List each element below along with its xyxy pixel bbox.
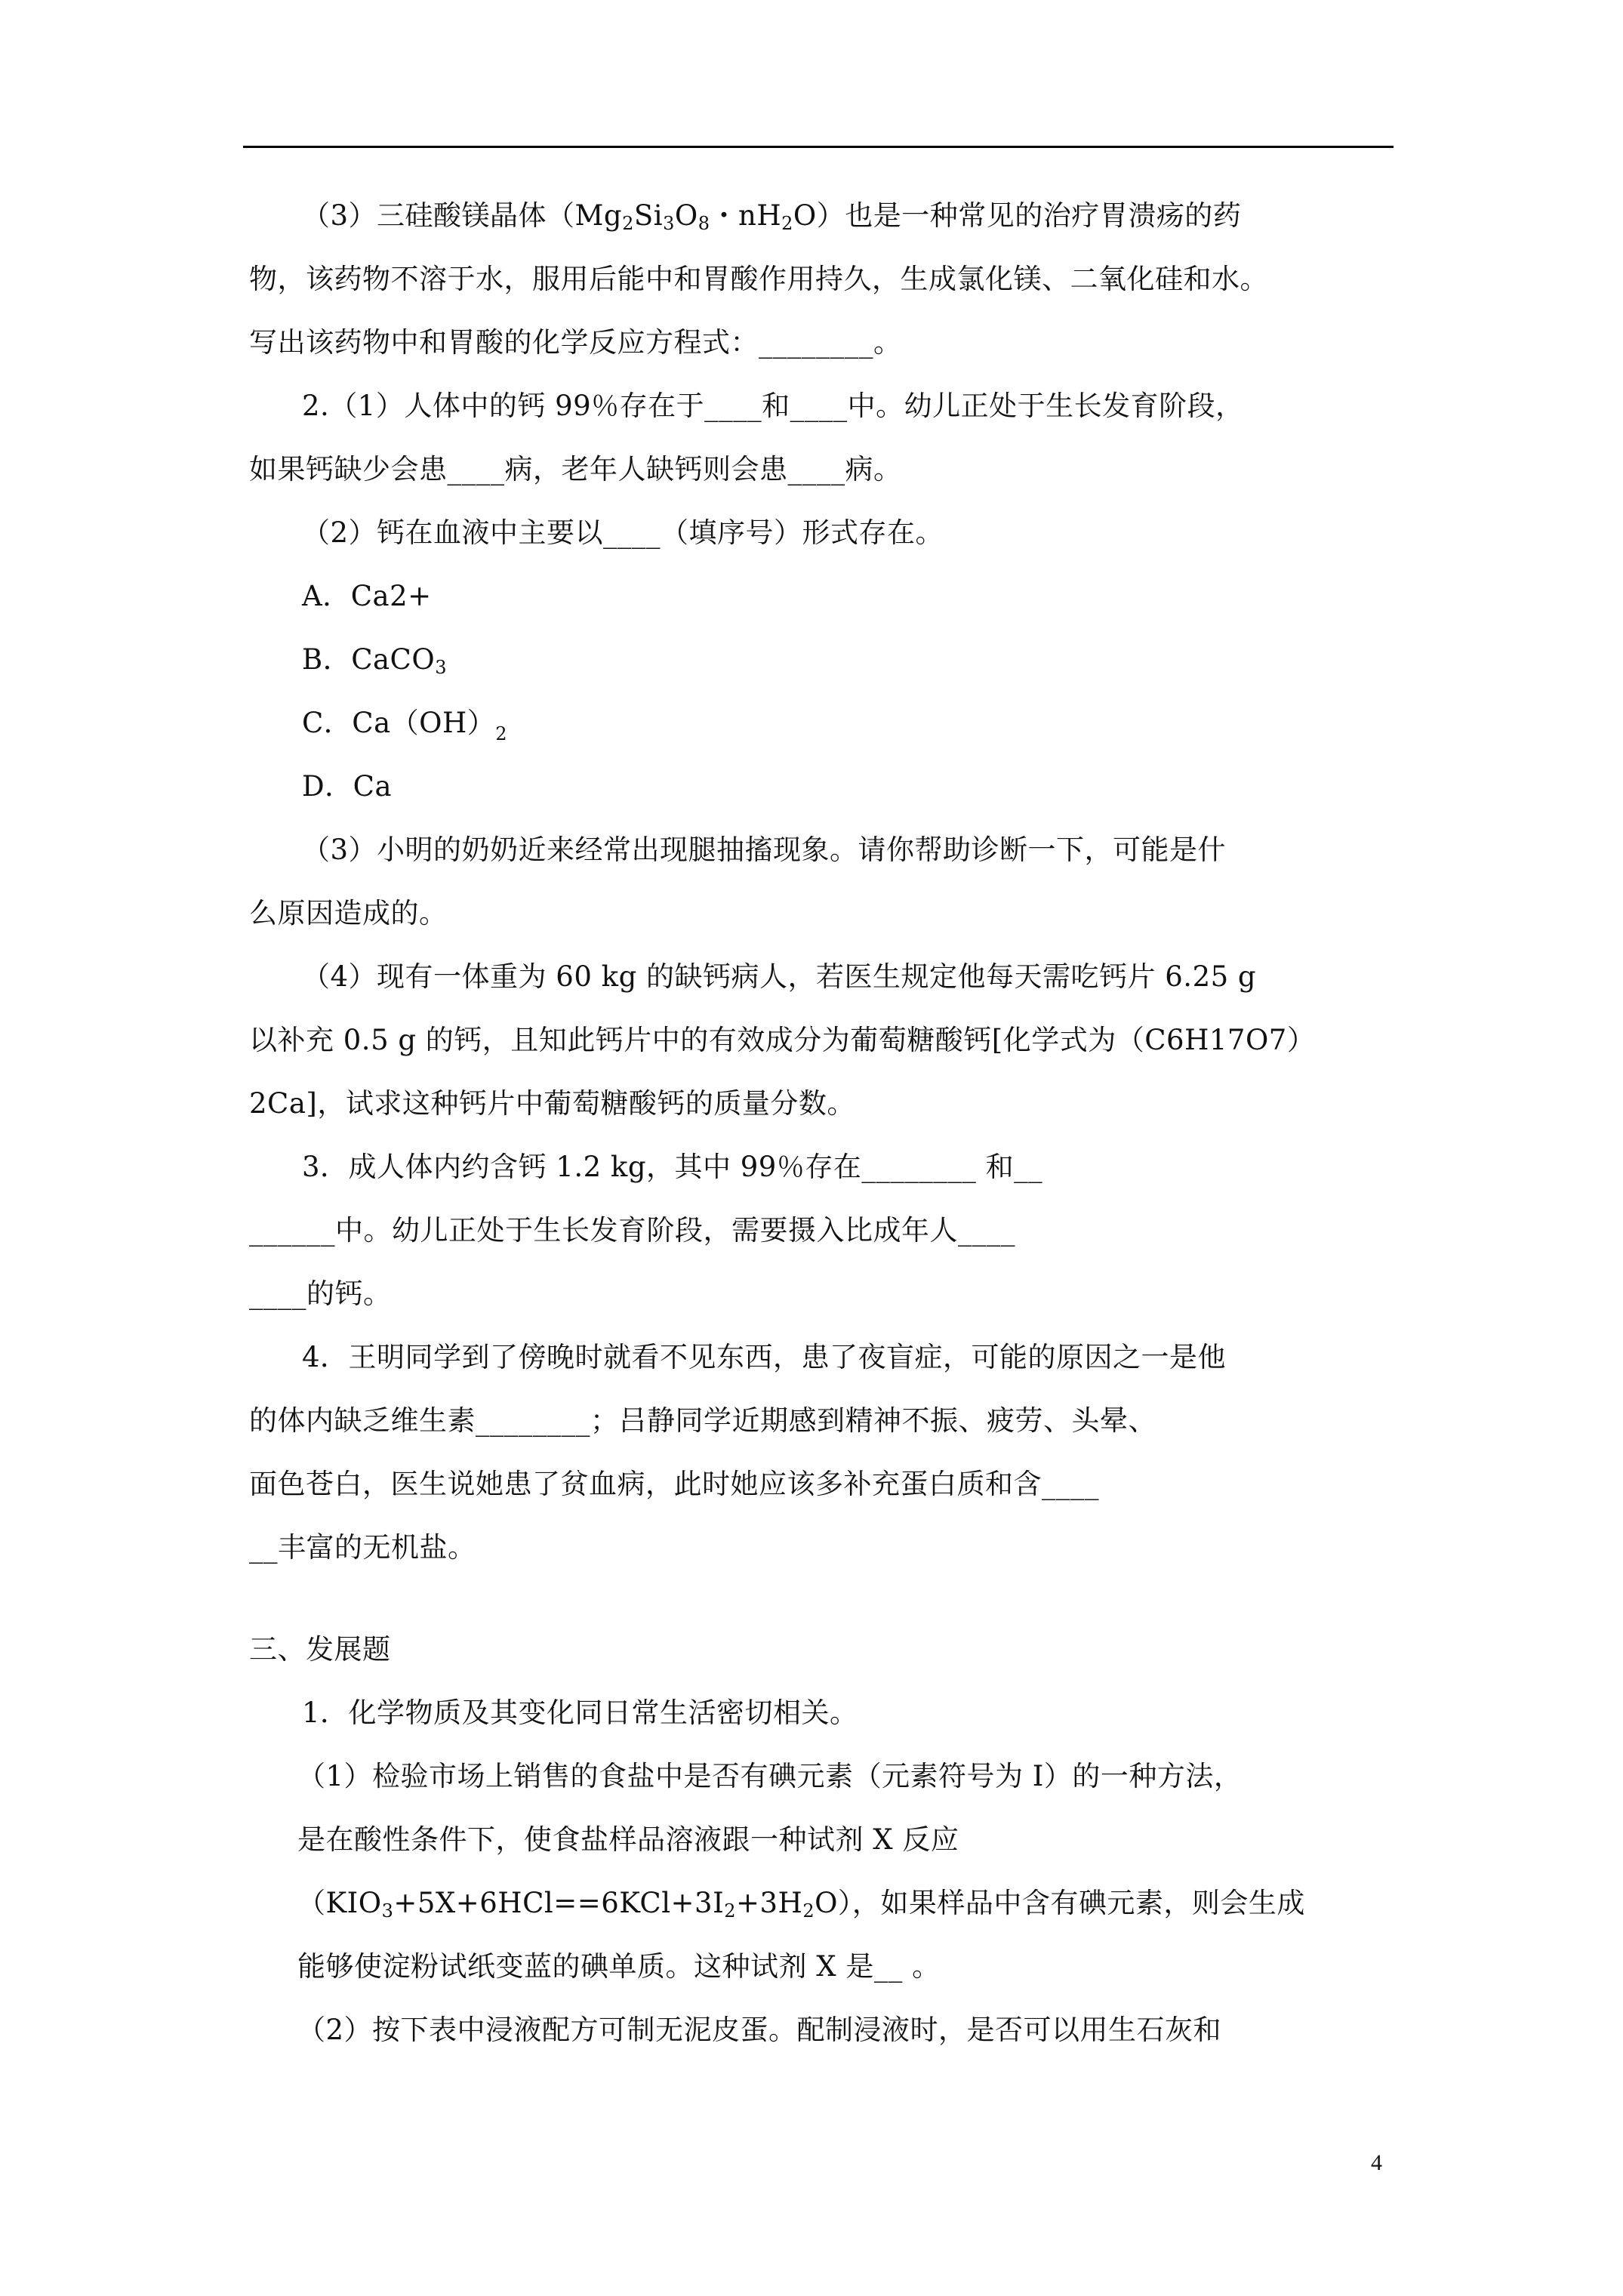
q2-3-line-3: 写出该药物中和胃酸的化学反应方程式：________。 <box>249 326 902 359</box>
section3-line-5: 能够使淀粉试纸变蓝的碘单质。这种试剂 X 是__ 。 <box>297 1950 941 1983</box>
q2-3b-line-2: ______中。幼儿正处于生长发育阶段，需要摄入比成年人____ <box>249 1214 1015 1247</box>
q2-2-line-10: （4）现有一体重为 60 kg 的缺钙病人，若医生规定他每天需吃钙片 6.25 g <box>302 960 1257 993</box>
q2-2-line-12: 2Ca]，试求这种钙片中葡萄糖酸钙的质量分数。 <box>249 1087 855 1120</box>
page-number: 4 <box>1371 2150 1382 2175</box>
q2-4-line-4: __丰富的无机盐。 <box>249 1531 476 1564</box>
q2-3b-line-3: ____的钙。 <box>249 1277 392 1310</box>
section3-line-3: 是在酸性条件下，使食盐样品溶液跟一种试剂 X 反应 <box>297 1823 959 1856</box>
option-d: D．Ca <box>302 770 393 803</box>
q2-2-line-2: 如果钙缺少会患____病，老年人缺钙则会患____病。 <box>249 453 902 485</box>
q2-2-line-8: （3）小明的奶奶近来经常出现腿抽搐现象。请你帮助诊断一下，可能是什 <box>302 834 1227 866</box>
q2-4-line-1: 4．王明同学到了傍晚时就看不见东西，患了夜盲症，可能的原因之一是他 <box>302 1341 1227 1373</box>
q2-2-line-3: （2）钙在血液中主要以____（填序号）形式存在。 <box>302 516 944 549</box>
option-b: B．CaCO$_3$ <box>302 643 447 678</box>
section3-line-4: $(KIO_3+5X+6HCl==6KCl+3I_2+3H_2O)$，如果样品中含有碘元素，则会生成 <box>297 1887 1305 1922</box>
section-heading: 三、发展题 <box>249 1633 391 1666</box>
q2-2-line-9: 么原因造成的。 <box>249 897 448 929</box>
option-a: A．Ca2+ <box>302 580 432 612</box>
section3-line-1: 1．化学物质及其变化同日常生活密切相关。 <box>302 1697 858 1729</box>
header-rule <box>243 146 1394 148</box>
q2-3b-line-1: 3．成人体内约含钙 1.2 kg，其中 99％存在________ 和__ <box>302 1151 1043 1183</box>
section3-line-6: （2）按下表中浸液配方可制无泥皮蛋。配制浸液时，是否可以用生石灰和 <box>297 2014 1222 2046</box>
q2-3-line-2: 物，该药物不溶于水，服用后能中和胃酸作用持久，生成氯化镁、二氧化硅和水。 <box>249 263 1268 295</box>
q2-4-line-3: 面色苍白，医生说她患了贫血病，此时她应该多补充蛋白质和含____ <box>249 1468 1099 1500</box>
section3-line-2: （1）检验市场上销售的食盐中是否有碘元素（元素符号为 I）的一种方法， <box>297 1760 1243 1792</box>
q2-2-line-11: 以补充 0.5 g 的钙，且知此钙片中的有效成分为葡萄糖酸钙[化学式为（C6H17O7） <box>249 1024 1316 1056</box>
q2-3-line-1: （3）三硅酸镁晶体（$Mg_2Si_3O_8$・$nH_2O$）也是一种常见的治疗胃溃疡的药 <box>302 199 1242 234</box>
q2-4-line-2: 的体内缺乏维生素________；吕静同学近期感到精神不振、疲劳、头晕、 <box>249 1404 1156 1437</box>
option-c: C．$Ca(OH)_2$ <box>302 707 508 744</box>
q2-2-line-1: 2.（1）人体中的钙 99％存在于____和____中。幼儿正处于生长发育阶段， <box>302 390 1244 422</box>
